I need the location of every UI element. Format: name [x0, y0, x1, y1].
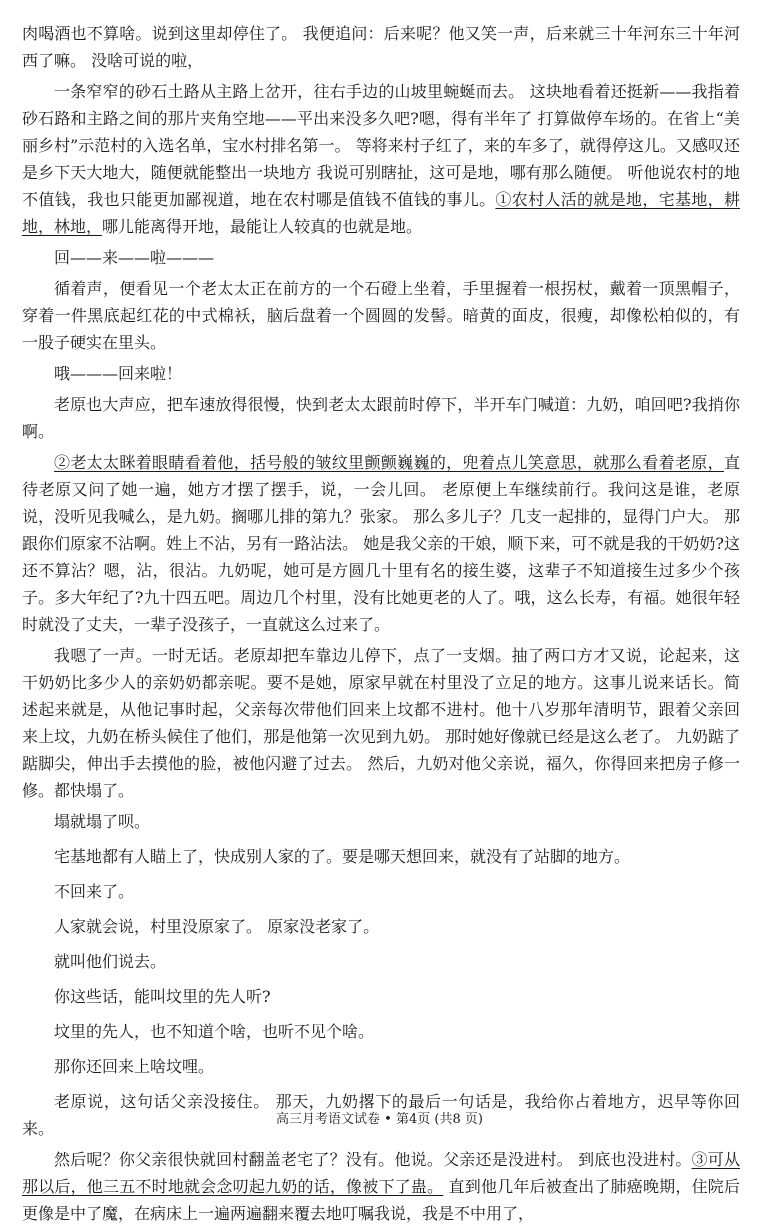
paragraph-text: 哪儿能离得开地，最能让人较真的也就是地。	[102, 217, 423, 236]
paragraph	[22, 1146, 740, 1227]
underlined-sentence-3: ③可从那以后，他三五不时地就会念叨起九奶的话，像被下了蛊。	[22, 1150, 740, 1196]
dialog-line: 那你还回来上啥坟哩。	[54, 1057, 215, 1076]
dialog-line: 人家就会说，村里没原家了。 原家没老家了。	[54, 917, 380, 936]
dialog-line: 不回来了。	[54, 882, 135, 901]
paragraph	[22, 78, 740, 240]
paragraph: 老原也大声应，把车速放得很慢，快到老太太跟前时停下，半开车门喊道：九奶，咱回吧?我捎你啊。	[22, 395, 740, 441]
paragraph-text: 然后呢？你父亲很快就回村翻盖老宅了？没有。他说。父亲还是没进村。 到底也没进村。	[54, 1150, 692, 1169]
paragraph	[22, 449, 740, 638]
underlined-sentence-1: ①农村人活的就是地，宅基地，耕地，林地，	[22, 190, 740, 236]
paragraph: 我嗯了一声。一时无话。老原却把车靠边儿停下，点了一支烟。抽了两口方才又说，论起来，这干奶奶比多少人的亲奶奶都亲呢。要不是她，原家早就在村里没了立足的地方。这事儿说来话长。简述起来就是，从他记事时起，父亲每次带他们回来上坟都不进村。他十八岁那年清明节，跟着父亲回来上坟，九奶在桥头候住了他们，那是他第一次见到九奶。 那时她好像就已经是这么老了。 九奶踮了踮脚尖，伸出手去摸他的脸，被他闪避了过去。 然后，九奶对他父亲说，福久，你得回来把房子修一修。都快塌了。	[22, 646, 740, 800]
dialog-line: 宅基地都有人瞄上了，快成别人家的了。要是哪天想回来，就没有了站脚的地方。	[54, 847, 631, 866]
paragraph-text: 直到他几年后被查出了肺癌晚期，住院后更像是中了魔，在病床上一遍两遍翻来覆去地叮嘱我说，我是不中用了，	[22, 1177, 740, 1223]
document-page	[22, 20, 740, 1231]
paragraph-text: 直待老原又问了她一遍，她方才摆了摆手，说，一会儿回。 老原便上车继续前行。我问这是谁，老原说，没听见我喊么，是九奶。搁哪儿排的第九？张家。 那么多儿子？几支一起排的，显得门户大。 那跟你们原家不沾啊。姓上不沾，另有一路沾法。 她是我父亲的干娘，顺下来，可不就是我的干奶奶?这还不算沾？嗯，沾，很沾。九奶呢，她可是方圆几十里有名的接生婆，这辈子不知道接生过多少个孩子。多大年纪了?九十四五吧。周边几个村里，没有比她更老的人了。哦，这么长寿，有福。她很年轻时就没了丈夫，一辈子没孩子，一直就这么过来了。	[22, 453, 740, 634]
paragraph-text: 一条窄窄的砂石土路从主路上岔开，往右手边的山坡里蜿蜒而去。 这块地看着还挺新——我指着砂石路和主路之间的那片夹角空地——平出来没多久吧?嗯，得有半年了 打算做停车场的。在省上“美丽乡村”示范村的入选名单，宝水村排名第一。 等将来村子红了，来的车多了，就得停这儿。又感叹还是乡下天大地大，随便就能整出一块地方 我说可别瞎扯，这可是地，哪有那么随便。 听他说农村的地不值钱，我也只能更加鄙视道，地在农村哪是值钱不值钱的事儿。	[22, 82, 740, 209]
dialog-line: 坟里的先人，也不知道个啥，也听不见个啥。	[54, 1022, 375, 1041]
dialog-line: 塌就塌了呗。	[54, 812, 151, 831]
paragraph: 肉喝酒也不算啥。说到这里却停住了。 我便追问：后来呢？他又笑一声，后来就三十年河东三十年河西了嘛。 没啥可说的啦，	[22, 24, 740, 70]
dialog-line: 你这些话，能叫坟里的先人听?	[54, 987, 271, 1006]
paragraph: 循着声，便看见一个老太太正在前方的一个石磴上坐着，手里握着一根拐杖，戴着一顶黑帽子，穿着一件黑底起红花的中式棉袄，脑后盘着一个圆圆的发髻。暗黄的面皮，很瘦，却像松柏似的，有一股子硬实在里头。	[22, 279, 740, 352]
paragraph: 老原说，这句话父亲没接住。 那天，九奶撂下的最后一句话是，我给你占着地方，迟早等你回来。	[22, 1092, 740, 1138]
page-footer: 高三月考语文试卷 • 第4页 (共8 页)	[276, 1112, 483, 1127]
paragraph: 回——来——啦———	[54, 248, 215, 267]
underlined-sentence-2: ②老太太眯着眼睛看着他，括号般的皱纹里颤颤巍巍的，兜着点儿笑意思，就那么看着老原，	[54, 453, 724, 472]
dialog-line: 就叫他们说去。	[54, 952, 167, 971]
paragraph: 哦———回来啦！	[54, 364, 183, 383]
